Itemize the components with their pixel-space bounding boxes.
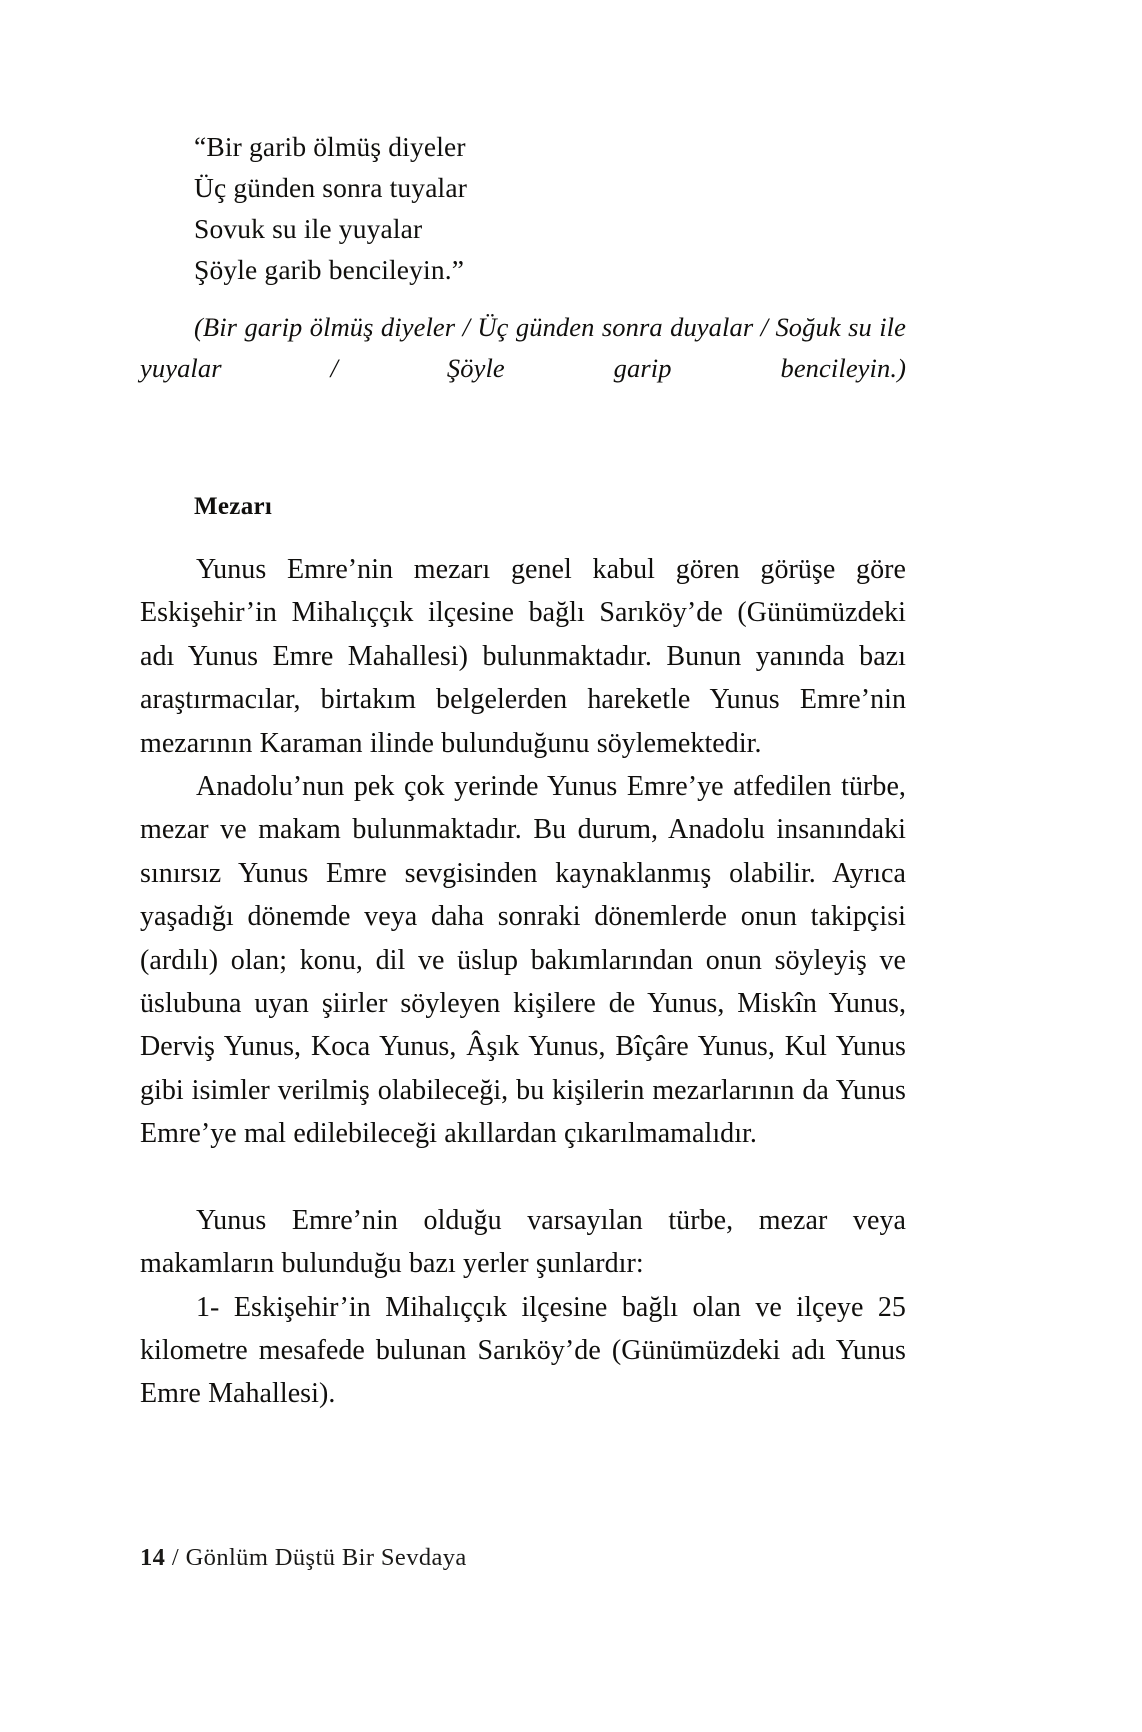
poem-line: “Bir garib ölmüş diyeler: [194, 131, 466, 162]
page-content: [140, 126, 906, 1416]
body-paragraph: Yunus Emre’nin mezarı genel kabul gören görüşe göre Eskişehir’in Mihalıççık ilçesine bağlı Sarıköy’de (Günümüzdeki adı Yunus Emre Mahallesi) bulunmaktadır. Bunun yanında bazı araştırmacılar, birtakım belgelerden hareketle Yunus Emre’nin mezarının Karaman ilinde bulunduğunu söylemektedir.: [140, 554, 906, 759]
body-paragraph: Yunus Emre’nin olduğu varsayılan türbe, mezar veya makamların bulunduğu bazı yerler şunlardır:: [140, 1204, 906, 1280]
page-footer: [140, 1543, 467, 1573]
page-number: 14: [140, 1544, 166, 1571]
body-paragraph: Anadolu’nun pek çok yerinde Yunus Emre’ye atfedilen türbe, mezar ve makam bulunmaktadır. Bu durum, Anadolu insanındaki sınırsız Yunus Emre sevgisinden kaynaklanmış olabilir. Ayrıca yaşadığı dönemde veya daha sonraki dönemlerde onun takipçisi (ardılı) olan; konu, dil ve üslup bakımlarından onun söyleyiş ve üslubuna uyan şiirler söyleyen kişilere de Yunus, Miskîn Yunus, Derviş Yunus, Koca Yunus, Âşık Yunus, Bîçâre Yunus, Kul Yunus gibi isimler verilmiş olabileceği, bu kişilerin mezarlarının da Yunus Emre’ye mal edilebileceği akıllardan çıkarılmamalıdır.: [140, 771, 906, 1150]
footer-separator: /: [165, 1544, 186, 1571]
poem-line: Şöyle garib bencileyin.”: [194, 254, 465, 285]
poem-block: [140, 126, 906, 290]
section-heading-mezari: Mezarı: [194, 493, 273, 520]
poem-modern-turkish-gloss: (Bir garip ölmüş diyeler / Üç günden sonra duyalar / Soğuk su ile yuyalar / Şöyle garip bencileyin.): [140, 312, 906, 383]
body-paragraph: 1- Eskişehir’in Mihalıççık ilçesine bağlı olan ve ilçeye 25 kilometre mesafede bulunan Sarıköy’de (Günümüzdeki adı Yunus Emre Mahallesi).: [140, 1291, 906, 1410]
poem-line: Üç günden sonra tuyalar: [194, 172, 468, 203]
poem-line: Sovuk su ile yuyalar: [194, 213, 423, 244]
footer-book-title: Gönlüm Düştü Bir Sevdaya: [185, 1544, 467, 1571]
